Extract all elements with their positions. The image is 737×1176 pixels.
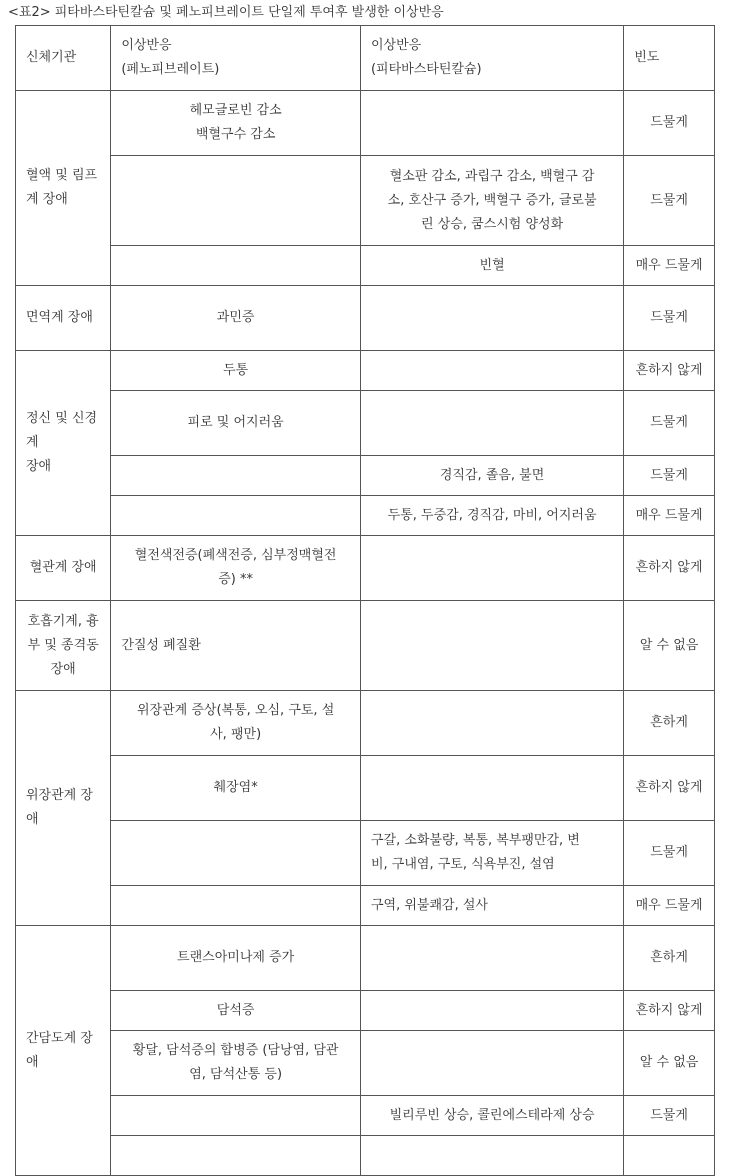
table-caption: <표2> 피타바스타틴칼슘 및 페노피브레이트 단일제 투여후 발생한 이상반응	[8, 5, 444, 20]
pitavastatin-cell	[360, 391, 623, 456]
frequency-cell: 알 수 없음	[624, 1031, 715, 1096]
fenofibrate-cell: 췌장염*	[111, 756, 361, 821]
organ-cell: 호흡기계, 흉 부 및 종격동 장애	[16, 601, 111, 691]
fenofibrate-cell: 과민증	[111, 286, 361, 351]
fenofibrate-cell	[111, 821, 361, 886]
frequency-cell: 흔하지 않게	[624, 991, 715, 1031]
organ-cell: 위장관계 장 애	[16, 691, 111, 926]
table-row	[16, 286, 715, 351]
frequency-cell: 매우 드물게	[624, 496, 715, 536]
fenofibrate-cell	[111, 246, 361, 286]
fenofibrate-cell: 두통	[111, 351, 361, 391]
table-row	[16, 886, 715, 926]
pitavastatin-cell	[360, 991, 623, 1031]
fenofibrate-cell	[111, 496, 361, 536]
fenofibrate-cell	[111, 1096, 361, 1136]
frequency-cell: 드물게	[624, 391, 715, 456]
fenofibrate-cell: 담석증	[111, 991, 361, 1031]
frequency-cell: 드물게	[624, 456, 715, 496]
pitavastatin-cell: 경직감, 졸음, 불면	[360, 456, 623, 496]
frequency-cell: 드물게	[624, 821, 715, 886]
table-row	[16, 1031, 715, 1096]
table-row	[16, 536, 715, 601]
fenofibrate-cell: 트랜스아미나제 증가	[111, 926, 361, 991]
adverse-reactions-table	[15, 25, 715, 1176]
frequency-cell: 드물게	[624, 286, 715, 351]
frequency-cell: 드물게	[624, 156, 715, 246]
frequency-cell: 흔하게	[624, 926, 715, 991]
pitavastatin-cell	[360, 1031, 623, 1096]
table-row	[16, 91, 715, 156]
pitavastatin-cell	[360, 536, 623, 601]
frequency-cell: 흔하지 않게	[624, 536, 715, 601]
header-frequency: 빈도	[624, 26, 715, 91]
pitavastatin-cell	[360, 691, 623, 756]
table-row	[16, 1096, 715, 1136]
table-header-row	[16, 26, 715, 91]
fenofibrate-cell: 위장관계 증상(복통, 오심, 구토, 설 사, 팽만)	[111, 691, 361, 756]
table-row	[16, 601, 715, 691]
fenofibrate-cell: 헤모글로빈 감소 백혈구수 감소	[111, 91, 361, 156]
frequency-cell: 알 수 없음	[624, 601, 715, 691]
frequency-cell: 흔하지 않게	[624, 756, 715, 821]
frequency-cell: 드물게	[624, 91, 715, 156]
organ-cell: 간담도계 장 애	[16, 926, 111, 1176]
fenofibrate-cell	[111, 886, 361, 926]
pitavastatin-cell: 두통, 두중감, 경직감, 마비, 어지러움	[360, 496, 623, 536]
table-row	[16, 156, 715, 246]
pitavastatin-cell: 빈혈	[360, 246, 623, 286]
fenofibrate-cell: 혈전색전증(폐색전증, 심부정맥혈전 증) **	[111, 536, 361, 601]
frequency-cell: 매우 드물게	[624, 246, 715, 286]
fenofibrate-cell: 피로 및 어지러움	[111, 391, 361, 456]
organ-cell: 혈액 및 림프 계 장애	[16, 91, 111, 286]
table-row	[16, 991, 715, 1031]
pitavastatin-cell	[360, 91, 623, 156]
table-row	[16, 821, 715, 886]
pitavastatin-cell: 구역, 위불쾌감, 설사	[360, 886, 623, 926]
header-pitavastatin: 이상반응 (피타바스타틴칼슘)	[360, 26, 623, 91]
pitavastatin-cell	[360, 286, 623, 351]
table-row	[16, 926, 715, 991]
pitavastatin-cell: 빌리루빈 상승, 콜린에스테라제 상승	[360, 1096, 623, 1136]
pitavastatin-cell	[360, 351, 623, 391]
table-row	[16, 691, 715, 756]
frequency-cell: 매우 드물게	[624, 886, 715, 926]
table-row	[16, 496, 715, 536]
table-row	[16, 756, 715, 821]
table-row	[16, 246, 715, 286]
pitavastatin-cell: 구갈, 소화불량, 복통, 복부팽만감, 변 비, 구내염, 구토, 식욕부진, 설염	[360, 821, 623, 886]
pitavastatin-cell	[360, 926, 623, 991]
organ-cell: 면역계 장애	[16, 286, 111, 351]
table-row	[16, 351, 715, 391]
header-fenofibrate: 이상반응 (페노피브레이트)	[111, 26, 361, 91]
fenofibrate-cell: 간질성 폐질환	[111, 601, 361, 691]
fenofibrate-cell: 황달, 담석증의 합병증 (담낭염, 담관 염, 담석산통 등)	[111, 1031, 361, 1096]
frequency-cell: 흔하지 않게	[624, 351, 715, 391]
fenofibrate-cell	[111, 156, 361, 246]
table-row	[16, 456, 715, 496]
frequency-cell: 흔하게	[624, 691, 715, 756]
organ-cell: 혈관계 장애	[16, 536, 111, 601]
pitavastatin-cell: 혈소판 감소, 과립구 감소, 백혈구 감 소, 호산구 증가, 백혈구 증가, 글로불 린 상승, 쿰스시험 양성화	[360, 156, 623, 246]
frequency-cell: 드물게	[624, 1096, 715, 1136]
pitavastatin-cell	[360, 601, 623, 691]
table-row	[16, 391, 715, 456]
pitavastatin-cell	[360, 756, 623, 821]
header-organ: 신체기관	[16, 26, 111, 91]
organ-cell: 정신 및 신경 계 장애	[16, 351, 111, 536]
fenofibrate-cell	[111, 456, 361, 496]
